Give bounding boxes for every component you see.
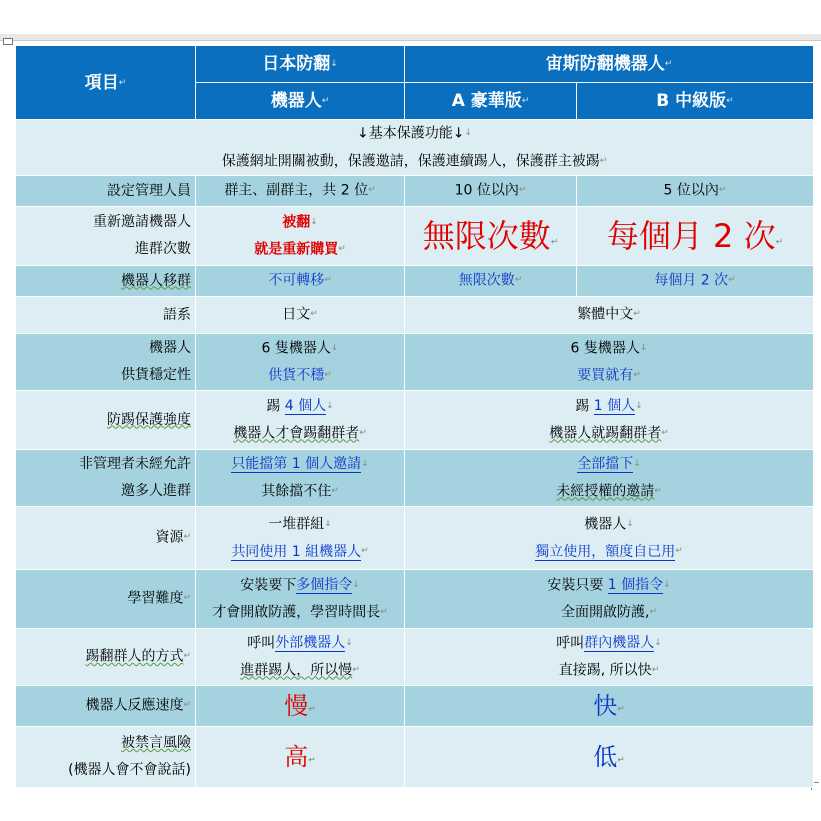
paragraph-mark-icon: ↵ [728,275,736,286]
paragraph-mark-icon: ↓ [654,637,662,648]
paragraph-mark-icon: ↓ [352,579,360,590]
cell-text: 日文 [282,306,311,323]
cell-text: 日本防翻 [262,54,331,74]
cell-text: 機器人就踢翻群者 [549,425,662,442]
basic-protection-cell [16,120,814,176]
paragraph-mark-icon: ↓ [310,216,318,227]
language-label [16,297,196,334]
header-row-1 [16,46,814,83]
reinvite-b [577,207,814,266]
reinvite-a [405,207,577,266]
paragraph-mark-icon: ↵ [324,275,332,286]
cell-text: 安裝要下 [240,577,297,593]
cell-text: 獨立使用，額度自已用 [535,543,676,560]
cell-text: 高 [284,743,309,771]
cell-text: 非管理者未經允許 [79,456,191,472]
cell-text: 5 位以內 [663,182,719,199]
speed-zeus [405,686,814,727]
cell-text [200,420,400,448]
cell-text: 學習難度 [127,590,184,607]
cell-text [409,362,809,390]
paragraph-mark-icon: ↵ [310,309,318,320]
cell-text: 供貨穩定性 [121,367,191,383]
paragraph-mark-icon: ↵ [321,96,330,106]
method-japan [196,629,405,686]
difficulty-japan [196,570,405,629]
paragraph-mark-icon: ↵ [338,244,346,254]
cell-text [409,393,809,421]
paragraph-mark-icon: ↓ [635,400,643,411]
paragraph-mark-icon: ↓ [326,400,334,411]
admins-japan [196,176,405,207]
resource-zeus [405,507,814,570]
basic-protection-title [20,120,809,148]
migrate-label [16,266,196,297]
cell-text: 進群次數 [135,241,191,257]
comparison-table [15,45,814,788]
migrate-row [16,266,814,297]
admins-b [577,176,814,207]
cell-text: 只能擋第 1 個人邀請 [231,456,362,472]
paragraph-mark-icon: ↓ [464,128,473,138]
cell-text [409,572,809,600]
language-zeus [405,297,814,334]
cell-text: 外部機器人 [275,635,346,651]
paragraph-mark-icon: ↓ [639,342,648,353]
cell-text: 群主、副群主，共 2 位 [224,182,369,199]
cell-text [200,209,400,237]
reinvite-label [16,207,196,266]
paragraph-mark-icon: ↓ [330,59,338,69]
speed-japan [196,686,405,727]
cell-text: 機器人 [149,340,191,356]
paragraph-mark-icon: ↵ [664,59,673,69]
paragraph-mark-icon: ↓ [626,518,634,529]
resource-japan [196,507,405,570]
cell-text [200,236,400,264]
admins-row [16,176,814,207]
paragraph-mark-icon: ↓ [324,518,332,529]
cell-text: 4 個人 [284,398,327,414]
cell-text: 繁體中文 [577,306,634,323]
header-japan-cell [196,46,405,83]
cell-text: 被禁言風險 [121,735,191,751]
cell-text [200,599,400,627]
cell-text [200,451,400,479]
cell-text: 機器人 [584,516,627,532]
paragraph-mark-icon: ↵ [654,486,662,496]
cell-text: 宙斯防翻機器人 [545,54,665,74]
paragraph-mark-icon: ↵ [183,532,191,543]
paragraph-mark-icon: ↵ [118,77,127,88]
cell-text: 直接踢, 所以快 [558,662,652,679]
reinvite-japan [196,207,405,266]
paragraph-mark-icon: ↵ [361,546,369,556]
cell-text: 機器人才會踢翻群者 [233,425,360,442]
header-zeus-cell [405,46,814,83]
basic-protection-row [16,120,814,176]
cell-text [200,393,400,421]
cell-text [200,538,400,566]
cell-text [200,478,400,506]
cell-text: 就是重新購買 [254,241,339,258]
cell-text: 10 位以內 [454,182,519,199]
cell-text [200,657,400,685]
paragraph-mark-icon: ↵ [550,237,559,248]
cell-text: 全面開啟防護, [561,604,650,621]
cell-text: 才會開啟防護，學習時間長 [212,604,381,621]
paragraph-mark-icon: ↵ [352,665,360,675]
cell-text: 每個月 2 次 [654,272,729,289]
paragraph-mark-icon: ↵ [324,370,332,380]
cell-text: 共同使用 1 組機器人 [231,543,362,560]
cell-text: 每個月 2 次 [606,217,776,255]
paragraph-mark-icon: ↵ [331,486,339,496]
cell-text: 語系 [163,306,191,323]
migrate-b [577,266,814,297]
migrate-japan [196,266,405,297]
cell-text [409,511,809,539]
stability-label [16,334,196,391]
paragraph-mark-icon: ↵ [649,607,657,617]
cell-text [20,730,191,757]
cell-text: 踢翻群人的方式 [85,648,184,665]
window-top-area [0,0,821,34]
language-row [16,297,814,334]
risk-row [16,727,814,788]
paragraph-mark-icon: ↓ [361,458,369,469]
paragraph-mark-icon: ↵ [514,275,523,286]
paragraph-mark-icon: ↓ [663,579,671,590]
resource-row [16,507,814,570]
stability-row [16,334,814,391]
method-zeus [405,629,814,686]
cell-text [409,451,809,479]
header-japan-robot-cell [196,83,405,120]
cell-text [409,335,809,363]
cell-text [409,599,809,627]
cell-text: 不可轉移 [268,272,325,289]
unauthorized-row [16,450,814,507]
risk-zeus [405,727,814,788]
language-japan [196,297,405,334]
basic-protection-desc [20,148,809,176]
difficulty-row [16,570,814,629]
cell-text: 邀多人進群 [121,483,191,499]
paragraph-mark-icon: ↵ [183,651,191,662]
paragraph-mark-icon: ↓ [345,637,353,648]
cell-text: 一堆群組 [268,516,325,532]
paragraph-mark-icon: ↵ [308,704,316,715]
cell-text: 6 隻機器人 [570,340,640,356]
cell-text: 其餘擋不住 [261,483,332,500]
cell-text [200,362,400,390]
paragraph-mark-icon: ↵ [518,185,527,196]
cell-text: 未經授權的邀請 [556,483,655,500]
difficulty-label [16,570,196,629]
stability-zeus [405,334,814,391]
cell-text: 機器人移群 [121,272,191,289]
resource-label [16,507,196,570]
risk-japan [196,727,405,788]
cell-text [409,630,809,658]
paragraph-mark-icon: ↵ [368,185,376,196]
cell-text: 防踢保護強度 [107,411,191,428]
cell-text: 群內機器人 [584,635,655,651]
cell-text: 1 個指令 [607,577,664,593]
paragraph-mark-icon: ↵ [633,309,641,320]
paragraph-mark-icon: ↵ [661,428,669,438]
stability-japan [196,334,405,391]
cell-text: 多個指令 [296,577,353,593]
cell-text: 快 [593,692,618,720]
paragraph-mark-icon: ↵ [718,185,727,196]
strength-row [16,391,814,450]
document-ruler [0,34,821,41]
cell-text: 1 個人 [593,398,636,414]
cell-text: 低 [593,743,618,771]
cell-text [409,538,809,566]
cell-text: 無限次數 [422,217,551,255]
cell-text: (機器人會不會說話) [68,762,191,778]
cell-text: 踢 [575,398,590,414]
paragraph-mark-icon: ↵ [633,370,641,380]
cell-text: 無限次數 [458,272,515,289]
admins-label [16,176,196,207]
strength-label [16,391,196,450]
difficulty-zeus [405,570,814,629]
cell-text: B 中級版 [656,91,727,111]
speed-label [16,686,196,727]
cell-text: 進群踢人，所以慢 [240,662,353,679]
paragraph-mark-icon: ↵ [651,665,660,675]
cell-text: A 豪華版 [451,91,522,111]
cell-text: 項目 [84,72,119,93]
paragraph-mark-icon: ↵ [775,237,784,248]
paragraph-mark-icon: ↵ [183,700,191,711]
cell-text: 呼叫 [247,635,276,651]
unauthorized-zeus [405,450,814,507]
cell-text: 機器人反應速度 [85,697,184,714]
cell-text [409,478,809,506]
cell-text: 安裝只要 [547,577,604,593]
paragraph-mark-icon: ↵ [675,546,683,556]
strength-japan [196,391,405,450]
cell-text: 要買就有 [577,367,634,384]
cell-text: 保護網址開關被動，保護邀請，保護連續踢人，保護群主被踢 [221,153,600,169]
cell-text [200,511,400,539]
unauthorized-label [16,450,196,507]
cell-text [200,572,400,600]
cell-text: 6 隻機器人 [261,340,331,356]
paragraph-mark-icon: ↵ [359,428,367,438]
paragraph-mark-icon: ↵ [726,96,734,106]
cell-text [200,335,400,363]
cell-text [409,420,809,448]
method-label [16,629,196,686]
cell-text: 被翻 [282,214,311,230]
paragraph-mark-icon: ↵ [380,607,388,617]
admins-a [405,176,577,207]
migrate-a [405,266,577,297]
cell-text: 慢 [284,692,309,720]
paragraph-mark-icon: ↵ [308,755,316,766]
cell-text: 資源 [155,529,184,546]
speed-row [16,686,814,727]
paragraph-mark-icon: ↵ [521,96,530,106]
header-item-cell [16,46,196,120]
table-move-handle-icon[interactable] [3,38,13,45]
cell-text [200,630,400,658]
cell-text: 呼叫 [556,635,585,651]
cell-text: 設定管理人員 [107,182,191,199]
cell-text: 踢 [266,398,281,414]
cell-text [409,657,809,685]
header-b-version-cell [577,83,814,120]
reinvite-row [16,207,814,266]
paragraph-mark-icon: ↓ [330,342,339,353]
cell-text: 機器人 [270,91,322,111]
risk-label [16,727,196,788]
method-row [16,629,814,686]
paragraph-mark-icon: ↵ [183,593,191,604]
paragraph-mark-icon: ↵ [617,755,625,766]
strength-zeus [405,391,814,450]
header-a-version-cell [405,83,577,120]
cell-text: 重新邀請機器人 [93,214,191,230]
paragraph-mark-icon: ↵ [599,155,608,166]
paragraph-mark-icon: ↓ [633,458,641,469]
cell-text: ↓基本保護功能↓ [357,125,465,142]
cell-text: 全部擋下 [577,456,634,472]
paragraph-mark-icon: ↵ [617,704,625,715]
unauthorized-japan [196,450,405,507]
cell-text: 供貨不穩 [268,367,325,384]
